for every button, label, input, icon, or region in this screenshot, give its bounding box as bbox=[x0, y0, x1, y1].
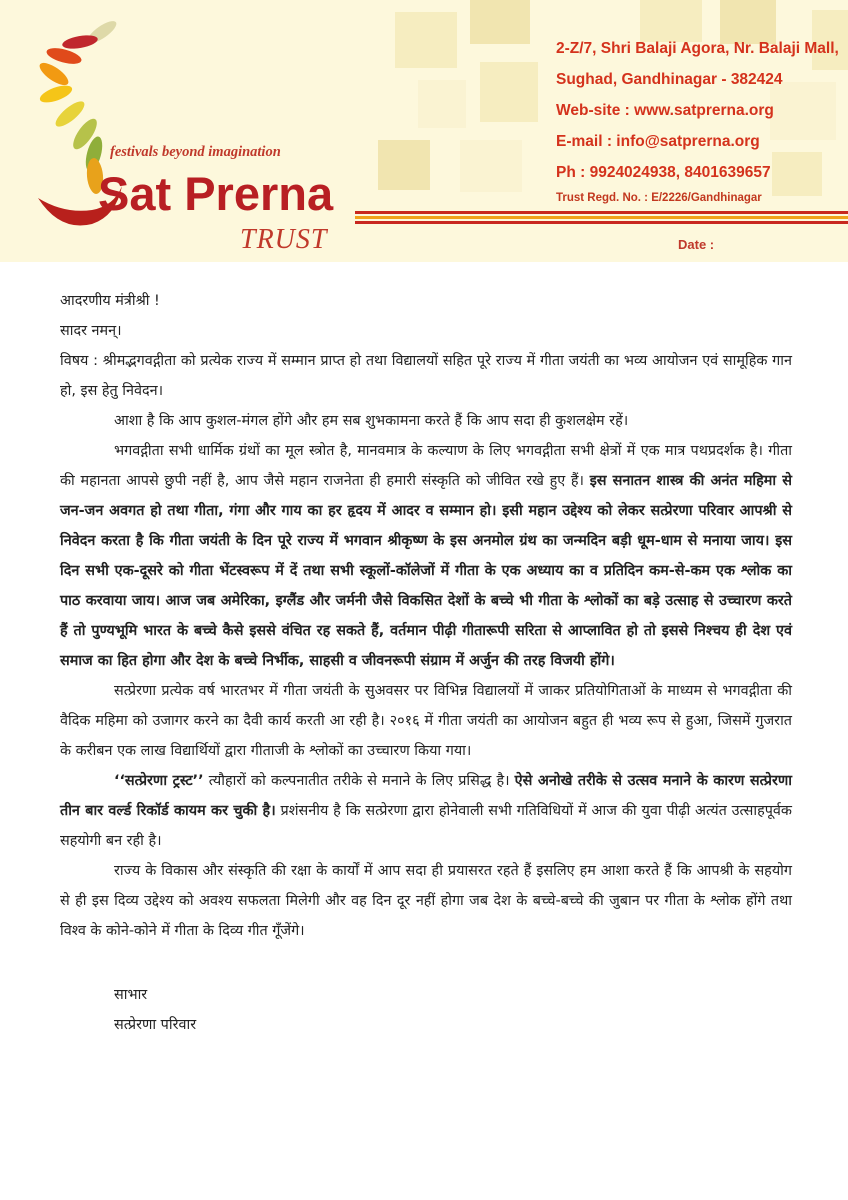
logo-tagline: festivals beyond imagination bbox=[110, 144, 281, 160]
sat-prerna-logo bbox=[30, 20, 360, 255]
date-label: Date : bbox=[678, 237, 715, 252]
email-link[interactable]: E-mail : info@satprerna.org bbox=[556, 133, 760, 150]
paragraph-wellwishes: आशा है कि आप कुशल-मंगल होंगे और हम सब शुभकामना करते हैं कि आप सदा ही कुशलक्षेम रहें। bbox=[114, 413, 629, 429]
paragraph-gita-jayanti: सत्प्रेरणा प्रत्येक वर्ष भारतभर में गीता जयंती के सुअवसर पर विभिन्न विद्यालयों में जाकर प्रतियोगिताओं के माध्यम से भगवद्गीता की वैदिक महिमा को उजागर करने का दैवी कार्य करती आ रही है। २०१६ में गीता जयंती का आयोजन बहुत ही भव्य रूप से हुआ, जिसमें गुजरात के करीबन एक लाख विद्यार्थियों द्वारा गीताजी के श्लोकों का उच्चारण किया गया। bbox=[60, 683, 792, 759]
logo-name: Sat Prerna bbox=[98, 167, 334, 220]
decor-square bbox=[378, 140, 430, 190]
divider-stripe bbox=[355, 211, 848, 214]
paragraph-world-record bbox=[60, 766, 792, 856]
decor-square bbox=[772, 152, 822, 196]
paragraph-text: भगवद्गीता सभी धार्मिक ग्रंथों का मूल स्त्रोत है, मानवमात्र के कल्याण के लिए भगवद्गीता सभी क्षेत्रों में एक मात्र पथप्रदर्शक है। गीता की महानता आपसे छुपी नहीं है, आप जैसे महान राजनेता ही हमारी संस्कृति को जीवित रखे हुए हैं। bbox=[60, 443, 792, 489]
decor-square bbox=[395, 12, 457, 68]
salutation: आदरणीय मंत्रीश्री ! bbox=[60, 293, 160, 309]
signature: सत्प्रेरणा परिवार bbox=[114, 1017, 197, 1033]
letterhead bbox=[0, 0, 848, 262]
decor-square bbox=[418, 80, 466, 128]
address-line-2: Sughad, Gandhinagar - 382424 bbox=[556, 71, 783, 88]
letter-body bbox=[60, 286, 792, 1040]
phone-numbers: Ph : 9924024938, 8401639657 bbox=[556, 164, 771, 181]
greeting: सादर नमन्। bbox=[60, 323, 122, 339]
trust-registration: Trust Regd. No. : E/2226/Gandhinagar bbox=[556, 192, 762, 204]
website-link[interactable]: Web-site : www.satprerna.org bbox=[556, 102, 774, 119]
decor-square bbox=[480, 62, 538, 122]
paragraph-bold-text: इस सनातन शास्त्र की अनंत महिमा से जन-जन अवगत हो तथा गीता, गंगा और गाय का हर हृदय में आदर व सम्मान हो। इसी महान उद्देश्य को लेकर सत्प्रेरणा परिवार आपश्री से निवेदन करता है कि गीता जयंती के दिन पूरे राज्य में भगवान श्रीकृष्ण के इस अनमोल ग्रंथ का जन्मदिन बड़ी धूम-धाम से मनाया जाय। इस दिन सभी एक-दूसरे को गीता भेंटस्वरूप में दें तथा सभी स्कूलों-कॉलेजों में गीता के एक अध्याय का व प्रतिदिन कम-से-कम एक श्लोक का पाठ करवाया जाय। आज जब अमेरिका, इग्लैंड और जर्मनी जैसे विकसित देशों के बच्चे भी गीता के श्लोकों का बड़े उत्साह से उच्चारण करते हैं तो पुण्यभूमि भारत के बच्चे कैसे इससे वंचित रह सकते हैं, वर्तमान पीढ़ी गीतारूपी सरिता से आप्लावित हो तो इससे निश्चय ही देश एवं समाज का हित होगा और देश के बच्चे निर्भीक, साहसी व जीवनरूपी संग्राम में अर्जुन की तरह विजयी होंगे। bbox=[60, 473, 792, 669]
paragraph-text: प्रशंसनीय है कि सत्प्रेरणा द्वारा होनेवाली सभी गतिविधियों में आज की युवा पीढ़ी अत्यंत उत्साहपूर्वक सहयोगी बन रही है। bbox=[60, 803, 792, 849]
closing: साभार bbox=[114, 987, 148, 1003]
divider-stripe bbox=[355, 221, 848, 224]
decor-square bbox=[460, 140, 522, 192]
address-line-1: 2-Z/7, Shri Balaji Agora, Nr. Balaji Mall, bbox=[556, 40, 839, 57]
decor-square bbox=[720, 0, 776, 44]
subject-line: विषय : श्रीमद्भगवद्गीता को प्रत्येक राज्य में सम्मान प्राप्त हो तथा विद्यालयों सहित पूरे राज्य में गीता जयंती का भव्य आयोजन एवं सामूहिक गान हो, इस हेतु निवेदन। bbox=[60, 353, 792, 399]
trust-name-quote: ‘‘सत्प्रेरणा ट्रस्ट’’ bbox=[114, 773, 204, 789]
paragraph-text: त्यौहारों को कल्पनातीत तरीके से मनाने के लिए प्रसिद्ध है। bbox=[203, 773, 515, 789]
paragraph-gita-importance bbox=[60, 436, 792, 676]
decor-square bbox=[470, 0, 530, 44]
logo-subtitle: TRUST bbox=[240, 224, 328, 255]
paragraph-request: राज्य के विकास और संस्कृति की रक्षा के कार्यों में आप सदा ही प्रयासरत रहते हैं इसलिए हम आशा करते हैं कि आपश्री के सहयोग से ही इस दिव्य उद्देश्य को अवश्य सफलता मिलेगी और वह दिन दूर नहीं होगा जब देश के बच्चे-बच्चे की जुबान पर गीता के श्लोक होंगे तथा विश्व के कोने-कोने में गीता के दिव्य गीत गूँजेंगे। bbox=[60, 863, 792, 939]
decor-square bbox=[770, 82, 836, 140]
divider-stripe bbox=[355, 216, 848, 219]
paragraph-bold-text: ऐसे अनोखे तरीके से उत्सव मनाने के कारण सत्प्रेरणा तीन बार वर्ल्ड रिकॉर्ड कायम कर चुकी है। bbox=[60, 773, 792, 819]
decor-square bbox=[640, 0, 702, 42]
